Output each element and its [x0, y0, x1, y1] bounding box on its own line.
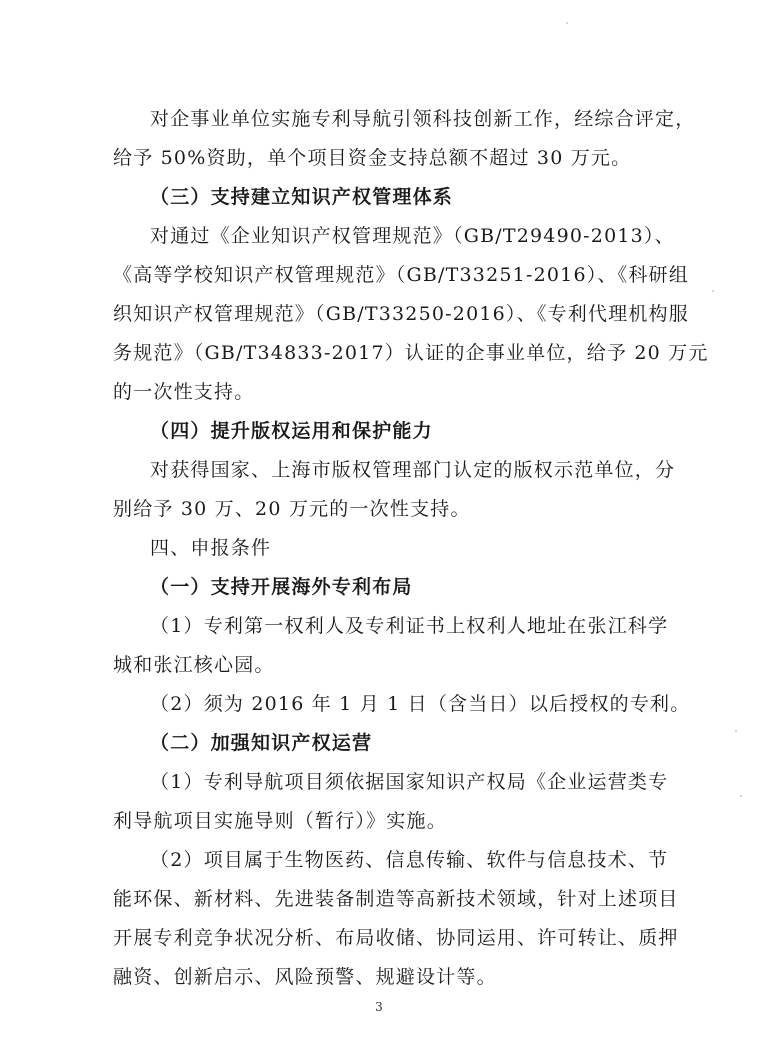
- paragraph-line: （2）项目属于生物医药、信息传输、软件与信息技术、节: [150, 849, 669, 871]
- scan-speck: [735, 730, 737, 732]
- section-heading: （四）提升版权运用和保护能力: [150, 420, 433, 442]
- paragraph-line: 对企事业单位实施专利导航引领科技创新工作，经综合评定，: [150, 108, 696, 130]
- scan-speck: [712, 290, 714, 292]
- paragraph-line: 《高等学校知识产权管理规范》（GB/T33251-2016）、《科研组: [113, 264, 689, 286]
- paragraph-line: 给予 50%资助，单个项目资金支持总额不超过 30 万元。: [113, 147, 632, 169]
- section-heading: （三）支持建立知识产权管理体系: [150, 186, 454, 208]
- page-number: 3: [375, 1000, 383, 1014]
- scan-speck: [566, 22, 568, 24]
- paragraph-line: 织知识产权管理规范》（GB/T33250-2016）、《专利代理机构服: [113, 303, 689, 325]
- paragraph-line: 务规范》（GB/T34833-2017）认证的企事业单位，给予 20 万元: [113, 342, 709, 364]
- section-heading: （一）支持开展海外专利布局: [150, 576, 413, 598]
- paragraph-line: 的一次性支持。: [113, 381, 255, 403]
- paragraph-line: 对通过《企业知识产权管理规范》（GB/T29490-2013）、: [150, 225, 675, 247]
- paragraph-line: （2）须为 2016 年 1 月 1 日（含当日）以后授权的专利。: [150, 693, 691, 715]
- paragraph-line: 别给予 30 万、20 万元的一次性支持。: [113, 498, 471, 520]
- section-heading: （二）加强知识产权运营: [150, 732, 373, 754]
- paragraph-line: 开展专利竞争状况分析、布局收储、协同运用、许可转让、质押: [113, 927, 679, 949]
- paragraph-line: （1）专利第一权利人及专利证书上权利人地址在张江科学: [150, 615, 669, 637]
- paragraph-line: 城和张江核心园。: [113, 654, 275, 676]
- paragraph-line: 能环保、新材料、先进装备制造等高新技术领域，针对上述项目: [113, 888, 679, 910]
- paragraph-line: 利导航项目实施导则（暂行）》实施。: [113, 810, 447, 832]
- paragraph-line: 对获得国家、上海市版权管理部门认定的版权示范单位，分: [150, 459, 676, 481]
- paragraph-line: 融资、创新启示、风险预警、规避设计等。: [113, 966, 497, 988]
- chapter-heading: 四、申报条件: [150, 537, 272, 559]
- paragraph-line: （1）专利导航项目须依据国家知识产权局《企业运营类专: [150, 771, 669, 793]
- scan-speck: [740, 795, 742, 797]
